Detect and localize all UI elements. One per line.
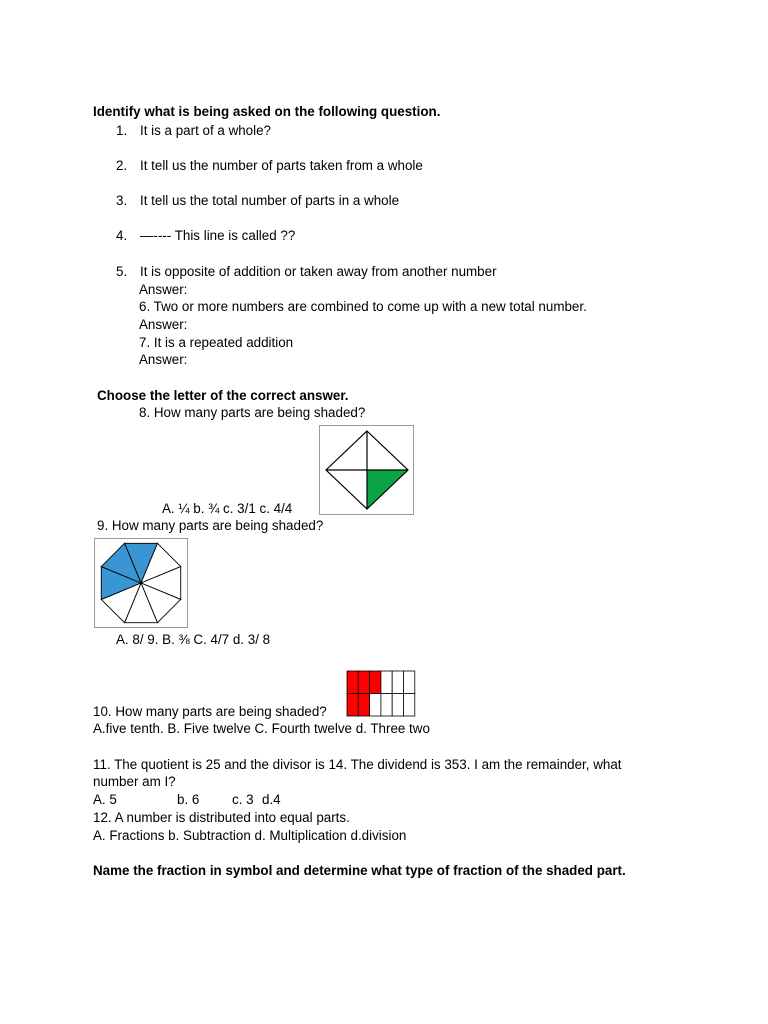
- diamond-fraction-figure: [319, 425, 414, 515]
- question-text: It is a part of a whole?: [140, 123, 272, 138]
- question-12: 12. A number is distributed into equal parts.: [93, 810, 350, 825]
- question-number: 2.: [116, 158, 128, 173]
- question-6: 6. Two or more numbers are combined to come up with a new total number.: [139, 299, 587, 314]
- unshaded-cell: [404, 694, 415, 717]
- choices-10: A.five tenth. B. Five twelve C. Fourth twelve d. Three two: [93, 721, 430, 736]
- shaded-cell: [347, 694, 358, 717]
- question-number: 4.: [116, 228, 128, 243]
- shaded-cell: [358, 671, 369, 694]
- question-10: 10. How many parts are being shaded?: [93, 704, 327, 719]
- grid-fraction-figure: [346, 670, 416, 717]
- shaded-cell: [358, 694, 369, 717]
- octagon-fraction-figure: [94, 538, 188, 628]
- question-5: [116, 263, 497, 281]
- choices-8: A. ¼ b. ¾ c. 3/1 c. 4/4: [162, 501, 293, 516]
- shaded-cell: [347, 671, 358, 694]
- question-8: 8. How many parts are being shaded?: [139, 405, 366, 420]
- question-text: —---- This line is called ??: [140, 228, 296, 243]
- choice-11-c: c. 3: [232, 792, 254, 807]
- choices-9: A. 8/ 9. B. ⅜ C. 4/7 d. 3/ 8: [116, 632, 271, 647]
- shaded-cell: [370, 671, 381, 694]
- grid-cells: [347, 671, 415, 716]
- question-11-line2: number am I?: [93, 774, 176, 789]
- question-number: 3.: [116, 193, 128, 208]
- choice-11-b: b. 6: [177, 792, 200, 807]
- section2-heading: Choose the letter of the correct answer.: [97, 388, 349, 403]
- question-9: 9. How many parts are being shaded?: [97, 518, 324, 533]
- unshaded-cell: [392, 671, 403, 694]
- section3-heading: Name the fraction in symbol and determine what type of fraction of the shaded part.: [93, 863, 626, 878]
- question-2: [116, 157, 423, 175]
- question-1: [116, 122, 271, 140]
- question-7: 7. It is a repeated addition: [139, 335, 294, 350]
- choice-11-a: A. 5: [93, 792, 117, 807]
- section1-heading: Identify what is being asked on the following question.: [93, 104, 441, 119]
- question-3: [116, 192, 399, 210]
- choices-12: A. Fractions b. Subtraction d. Multiplication d.division: [93, 828, 407, 843]
- answer-line-6: Answer:: [139, 317, 188, 332]
- unshaded-cell: [404, 671, 415, 694]
- question-text: It tell us the number of parts taken from a whole: [140, 158, 423, 173]
- question-text: It tell us the total number of parts in a whole: [140, 193, 400, 208]
- question-4: [116, 227, 295, 245]
- unshaded-cell: [392, 694, 403, 717]
- question-11-line1: 11. The quotient is 25 and the divisor is 14. The dividend is 353. I am the remainder, what: [93, 757, 622, 772]
- unshaded-cell: [381, 671, 392, 694]
- question-text: It is opposite of addition or taken away from another number: [140, 264, 497, 279]
- question-number: 1.: [116, 123, 128, 138]
- unshaded-cell: [370, 694, 381, 717]
- octagon-slices: [101, 543, 180, 622]
- answer-line-7: Answer:: [139, 352, 188, 367]
- unshaded-cell: [381, 694, 392, 717]
- choice-11-d: d.4: [262, 792, 281, 807]
- question-number: 5.: [116, 264, 128, 279]
- answer-line-5: Answer:: [139, 282, 188, 297]
